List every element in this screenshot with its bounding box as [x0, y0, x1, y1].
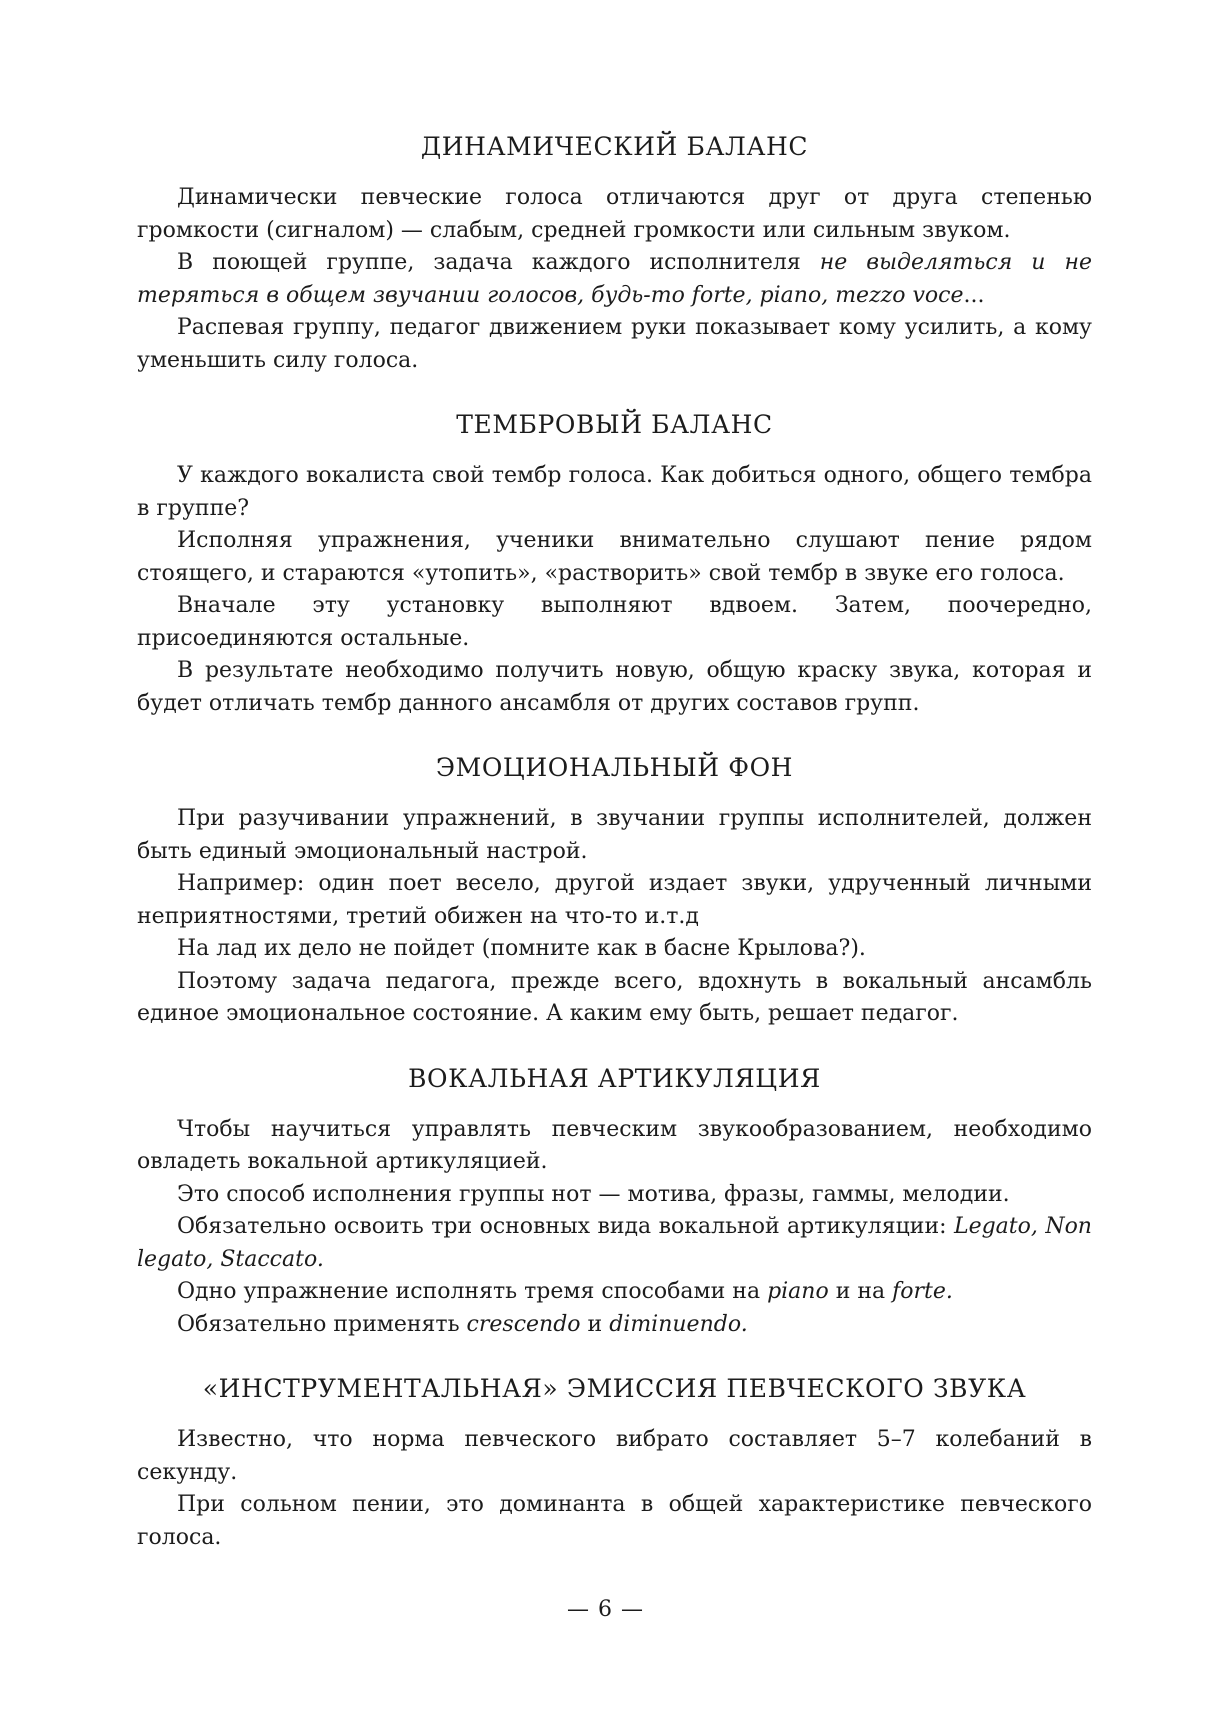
paragraph: У каждого вокалиста свой тембр голоса. Как добиться одного, общего тембра в группе? [137, 463, 1092, 521]
section-heading: «ИНСТРУМЕНТАЛЬНАЯ» ЭМИССИЯ ПЕВЧЕСКОГО ЗВУКА [202, 1374, 1027, 1403]
italic-text: crescendo [466, 1311, 581, 1337]
italic-text: piano [767, 1279, 829, 1304]
paragraph: В результате необходимо получить новую, общую краску звука, которая и будет отличать тембр данного ансамбля от других составов групп. [137, 658, 1092, 716]
paragraph: Известно, что норма певческого вибрато составляет 5–7 колебаний в секунду. [137, 1427, 1092, 1485]
italic-text: forte. [892, 1279, 953, 1304]
section-heading: ЭМОЦИОНАЛЬНЫЙ ФОН [435, 753, 794, 782]
paragraph: Динамически певческие голоса отличаются друг от друга степенью громкости (сигналом) — слабым, средней громкости или сильным звуком. [137, 185, 1092, 243]
section-vocal-articulation [137, 1062, 1092, 1342]
paragraph: Обязательно освоить три основных вида вокальной артикуляции: Legato, Non legato, Staccato. [137, 1214, 1092, 1272]
paragraph: Это способ исполнения группы нот — мотива, фразы, гаммы, мелодии. [177, 1181, 1010, 1207]
section-heading: ДИНАМИЧЕСКИЙ БАЛАНС [420, 132, 809, 161]
paragraph: Распевая группу, педагог движением руки показывает кому усилить, а кому уменьшить силу голоса. [137, 315, 1092, 373]
paragraph: Одно упражнение исполнять тремя способами на piano и на forte. [177, 1279, 953, 1304]
section-heading: ВОКАЛЬНАЯ АРТИКУЛЯЦИЯ [408, 1063, 821, 1093]
paragraph: Вначале эту установку выполняют вдвоем. Затем, поочередно, присоединяются остальные. [137, 593, 1092, 651]
paragraph: Исполняя упражнения, ученики внимательно слушают пение рядом стоящего, и стараются «утопить», «растворить» свой тембр в звуке его голоса. [137, 528, 1092, 586]
italic-text: не выделяться и не теряться в общем звучании голосов, будь-то forte, piano, mezzo voce [137, 250, 1092, 308]
section-dynamic-balance [137, 130, 1092, 377]
paragraph: При сольном пении, это доминанта в общей характеристике певческого голоса. [137, 1492, 1092, 1550]
paragraph: Обязательно применять crescendo и diminuendo. [177, 1311, 748, 1337]
paragraph: При разучивании упражнений, в звучании группы исполнителей, должен быть единый эмоциональный настрой. [137, 806, 1092, 864]
section-instrumental-emission [137, 1372, 1092, 1554]
paragraph: Поэтому задача педагога, прежде всего, вдохнуть в вокальный ансамбль единое эмоциональное состояние. А каким ему быть, решает педагог. [137, 968, 1092, 1026]
section-timbre-balance [137, 408, 1092, 720]
section-emotional-background [137, 751, 1092, 1031]
page-number: — 6 — [567, 1597, 644, 1622]
paragraph: Например: один поет весело, другой издает звуки, удрученный личными неприятностями, третий обижен на что-то и.т.д [137, 871, 1092, 929]
page-body [137, 130, 1092, 1554]
section-heading: ТЕМБРОВЫЙ БАЛАНС [456, 410, 773, 439]
paragraph: В поющей группе, задача каждого исполнителя не выделяться и не теряться в общем звучании голосов, будь-то forte, piano, mezzo voce... [137, 250, 1092, 308]
italic-text: diminuendo. [609, 1311, 748, 1337]
italic-text: Legato, Non legato, Staccato. [137, 1214, 1092, 1272]
paragraph: На лад их дело не пойдет (помните как в басне Крылова?). [177, 936, 866, 961]
paragraph: Чтобы научиться управлять певческим звукообразованием, необходимо овладеть вокальной артикуляцией. [137, 1116, 1092, 1174]
